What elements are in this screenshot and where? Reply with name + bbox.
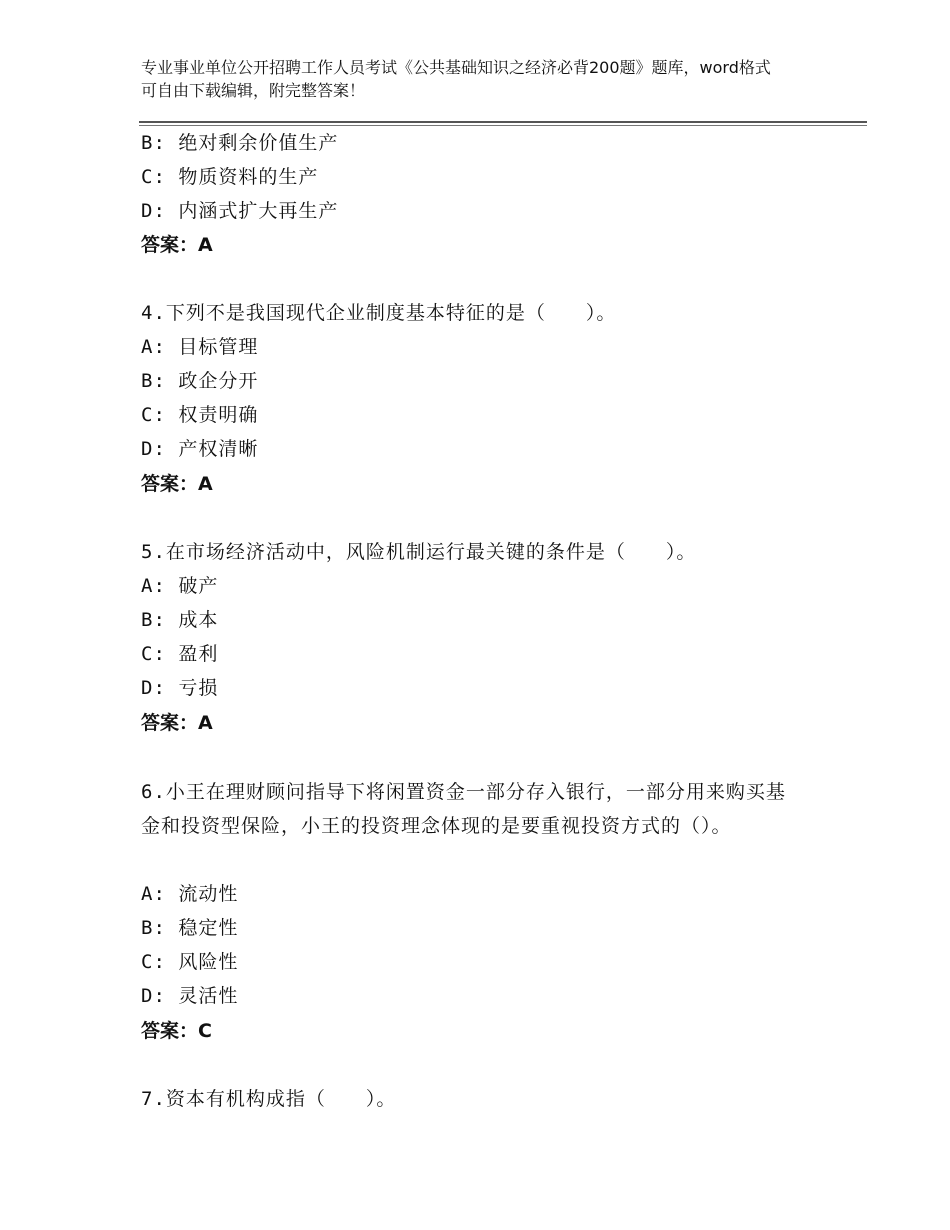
- q3-option-c: C: 物质资料的生产: [141, 166, 319, 188]
- q4-option-d: D: 产权清晰: [141, 438, 259, 460]
- q3-answer: [141, 228, 213, 262]
- answer-label: 答案：: [141, 1020, 199, 1042]
- answer-label: 答案：: [141, 234, 199, 256]
- answer-value: A: [198, 712, 213, 734]
- answer-label: 答案：: [141, 712, 199, 734]
- answer-value: C: [198, 1020, 212, 1042]
- answer-label: 答案：: [141, 473, 199, 495]
- q5-option-a: A: 破产: [141, 575, 219, 597]
- q6-stem: 6.小王在理财顾问指导下将闲置资金一部分存入银行，一部分用来购买基金和投资型保险，小王的投资理念体现的是要重视投资方式的（）。: [141, 781, 786, 837]
- q6-answer: [141, 1014, 212, 1048]
- q6-option-a: A: 流动性: [141, 883, 239, 905]
- q4-answer: [141, 467, 213, 501]
- q5-option-c: C: 盈利: [141, 643, 219, 665]
- q5-stem: 5.在市场经济活动中，风险机制运行最关键的条件是（ ）。: [141, 541, 697, 563]
- q4-option-a: A: 目标管理: [141, 336, 259, 358]
- q6-option-c: C: 风险性: [141, 951, 239, 973]
- header-rule-thick: [139, 121, 867, 123]
- document-header: 专业事业单位公开招聘工作人员考试《公共基础知识之经济必背200题》题库，word格式可自由下载编辑，附完整答案！: [141, 58, 771, 100]
- q4-stem: 4.下列不是我国现代企业制度基本特征的是（ ）。: [141, 302, 617, 324]
- q3-option-b: B: 绝对剩余价值生产: [141, 132, 339, 154]
- q6-option-b: B: 稳定性: [141, 917, 239, 939]
- q7-stem: 7.资本有机构成指（ ）。: [141, 1088, 397, 1110]
- answer-value: A: [198, 473, 213, 495]
- q3-option-d: D: 内涵式扩大再生产: [141, 200, 339, 222]
- answer-value: A: [198, 234, 213, 256]
- q5-answer: [141, 706, 213, 740]
- q4-option-c: C: 权责明确: [141, 404, 259, 426]
- q6-option-d: D: 灵活性: [141, 985, 239, 1007]
- q5-option-d: D: 亏损: [141, 677, 219, 699]
- q5-option-b: B: 成本: [141, 609, 219, 631]
- q4-option-b: B: 政企分开: [141, 370, 259, 392]
